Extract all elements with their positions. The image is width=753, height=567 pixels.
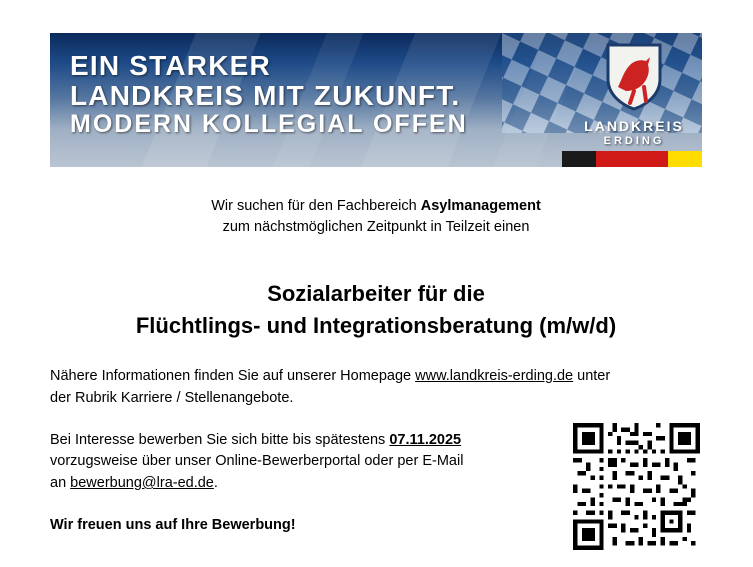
job-title-line-1: Sozialarbeiter für die <box>267 281 485 306</box>
logo-wordmark <box>580 118 688 147</box>
application-prefix: Bei Interesse bewerben Sie sich bitte bis spätestens <box>50 431 390 448</box>
homepage-link[interactable]: www.landkreis-erding.de <box>415 368 574 384</box>
email-link[interactable]: bewerbung@lra-ed.de <box>70 475 214 491</box>
color-bar-yellow <box>668 151 702 167</box>
header-banner <box>50 33 702 167</box>
paragraph-closing: Wir freuen uns auf Ihre Bewerbung! <box>50 516 296 533</box>
logo-line-1: LANDKREIS <box>584 118 684 134</box>
intro-line-1-prefix: Wir suchen für den Fachbereich <box>211 198 421 214</box>
intro-line-1 <box>50 196 702 217</box>
job-title-line-2: Flüchtlings- und Integrationsberatung (m/w/d) <box>135 312 617 338</box>
logo-line-2: ERDING <box>603 135 665 147</box>
paragraph-application <box>50 430 560 495</box>
info-suffix: unter <box>573 368 611 384</box>
banner-slogan <box>70 51 590 138</box>
application-line-2: vorzugsweise über unser Online-Bewerberportal oder per E-Mail <box>50 453 464 470</box>
application-line-3-prefix: an <box>50 475 71 491</box>
qr-code-icon[interactable] <box>573 423 700 550</box>
info-line-2: der Rubrik Karriere / Stellenangebote. <box>50 389 294 406</box>
paragraph-info <box>50 366 715 410</box>
department-name: Asylmanagement <box>420 198 541 214</box>
banner-line-3: MODERN KOLLEGIAL OFFEN <box>70 110 468 139</box>
application-deadline: 07.11.2025 <box>389 431 462 448</box>
application-line-3-suffix: . <box>213 475 218 491</box>
landkreis-erding-logo <box>580 41 688 159</box>
banner-line-1: EIN STARKER <box>70 50 271 81</box>
info-prefix: Nähere Informationen finden Sie auf unserer Homepage <box>50 368 416 384</box>
color-bar-red <box>596 151 668 167</box>
coat-of-arms-shield-icon <box>604 41 664 111</box>
banner-line-2: LANDKREIS MIT ZUKUNFT. <box>70 80 461 112</box>
intro-line-2: zum nächstmöglichen Zeitpunkt in Teilzeit einen <box>222 219 530 236</box>
flag-color-bar <box>562 151 702 167</box>
intro-text <box>50 196 702 238</box>
color-bar-black <box>562 151 596 167</box>
job-title <box>50 278 702 342</box>
